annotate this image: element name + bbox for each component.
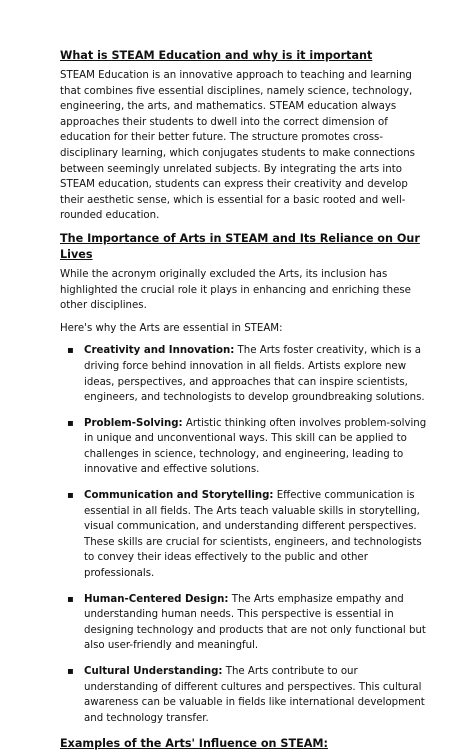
- square-bullet-icon: ▪: [67, 345, 74, 357]
- section-heading-examples: Examples of the Arts' Influence on STEAM:: [60, 737, 328, 751]
- section-heading-importance-of-arts: The Importance of Arts in STEAM and Its Reliance on Our Lives: [60, 231, 420, 261]
- square-bullet-icon: ▪: [67, 490, 74, 502]
- bullet-term: Cultural Understanding:: [84, 666, 223, 677]
- bullet-text: The Arts contribute to our understanding of different cultures and perspectives. This cultural awareness can be valuable in fields like international development and technology transfer.: [84, 666, 425, 724]
- bullet-term: Human-Centered Design:: [84, 593, 229, 605]
- bullet-term: Communication and Storytelling:: [84, 490, 274, 502]
- bullet-text: Effective communication is essential in all fields. The Arts teach valuable skills in storytelling, visual communication, and understanding different perspectives. These skills are crucial for scientists, engineers, and technologists to convey their ideas effectively to the public and other professionals.: [84, 490, 422, 580]
- square-bullet-icon: ▪: [67, 666, 74, 677]
- bullet-text: The Arts emphasize empathy and understanding human needs. This perspective is essential in designing technology and products that are not only functional but also user-friendly and meaningful.: [84, 593, 426, 652]
- bullet-term: Creativity and Innovation:: [84, 345, 235, 357]
- section-heading-steam-education: What is STEAM Education and why is it important: [60, 49, 373, 62]
- arts-inclusion-paragraph: While the acronym originally excluded the Arts, its inclusion has highlighted the crucial role it plays in enhancing and enriching these other disciplines.: [60, 268, 411, 312]
- intro-paragraph: STEAM Education is an innovative approach to teaching and learning that combines five essential disciplines, namely science, technology, engineering, the arts, and mathematics. STEAM education always approaches their students to dwell into the correct dimension of education for their better future. The structure promotes cross-disciplinary learning, which conjugates students to make connections between seemingly unrelated subjects. By integrating the arts into STEAM education, students can express their creativity and develop their aesthetic sense, which is essential for a basic rooted and well-rounded education.: [60, 70, 415, 222]
- arts-essential-intro: Here's why the Arts are essential in STEAM:: [60, 322, 283, 334]
- bullet-term: Problem-Solving:: [84, 417, 183, 429]
- square-bullet-icon: ▪: [67, 593, 74, 605]
- list-item-communication: [60, 488, 434, 582]
- bullet-text: Artistic thinking often involves problem-solving in unique and unconventional ways. This skill can be applied to challenges in science, technology, and engineering, leading to innovative and effective solutions.: [84, 417, 427, 476]
- list-item-creativity: [60, 343, 434, 405]
- list-item-human-centered-design: [60, 592, 434, 654]
- square-bullet-icon: ▪: [67, 417, 74, 429]
- list-item-problem-solving: [60, 416, 434, 478]
- bullet-text: The Arts foster creativity, which is a driving force behind innovation in all fields. Artists explore new ideas, perspectives, and approaches that can inspire scientists, engineers, and technologists to develop groundbreaking solutions.: [84, 345, 425, 404]
- list-item-cultural-understanding: [60, 664, 434, 726]
